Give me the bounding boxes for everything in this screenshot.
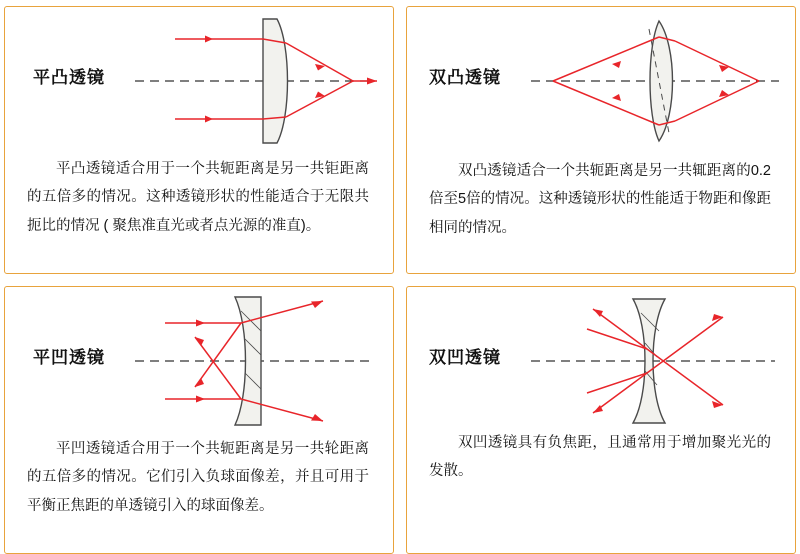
lens-card-plano-concave [4,286,394,554]
lens-title: 平凸透镜 [33,68,105,87]
plano-convex-lens-icon [5,7,393,155]
bi-concave-diagram [407,287,795,435]
plano-convex-diagram [5,7,393,155]
lens-card-bi-concave [406,286,796,554]
lens-description: 平凹透镜适合用于一个共轭距离是另一共轮距离的五倍多的情况。它们引入负球面像差，并且可用于平衡正焦距的单透镜引入的球面像差。 [27,441,369,514]
bi-concave-lens-icon [407,287,795,435]
lens-card-bi-convex [406,6,796,274]
lens-description: 双凸透镜适合一个共轭距离是另一共辄距离的0.2倍至5倍的情况。这种透镜形状的性能适于物距和像距相同的情况。 [429,163,771,236]
bi-convex-diagram [407,7,795,155]
lens-title: 平凹透镜 [33,348,105,367]
plano-concave-diagram [5,287,393,435]
lens-description: 平凸透镜适合用于一个共轭距离是另一共钜距离的五倍多的情况。这种透镜形状的性能适合于无限共扼比的情况 ( 聚焦准直光或者点光源的准直)。 [27,161,369,234]
lens-title: 双凸透镜 [429,68,501,87]
plano-concave-lens-icon [5,287,393,435]
lens-description: 双凹透镜具有负焦距，且通常用于增加聚光光的发散。 [429,435,771,480]
lens-title: 双凹透镜 [429,348,501,367]
lens-card-plano-convex [4,6,394,274]
bi-convex-lens-icon [407,7,795,155]
